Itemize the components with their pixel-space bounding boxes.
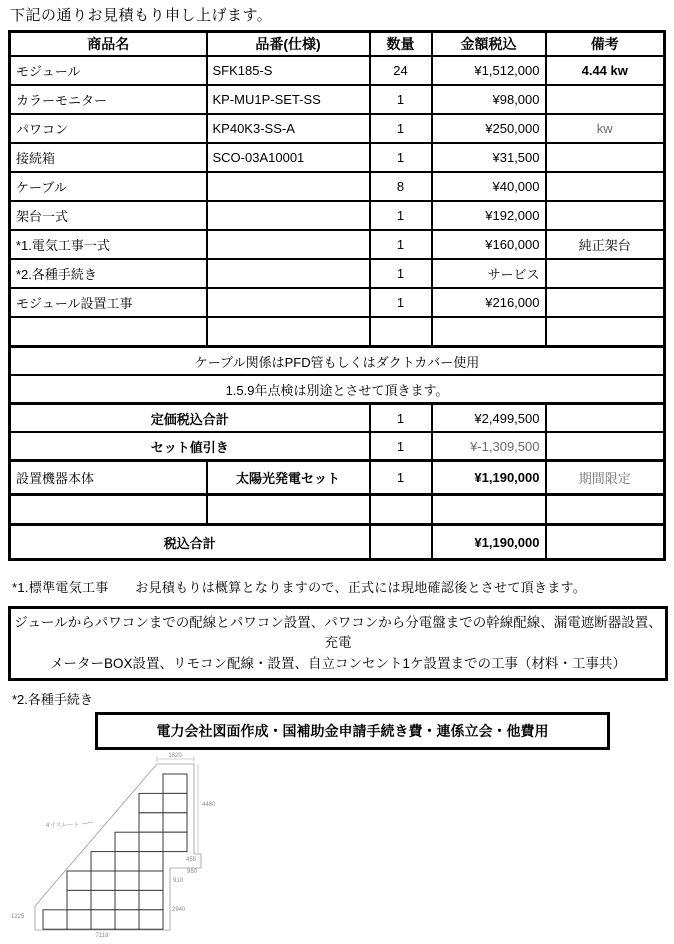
grand-total-label: 税込合計 [10, 525, 370, 560]
table-row [10, 114, 665, 143]
cell-amount: ¥250,000 [432, 114, 546, 143]
cell-part-number [207, 317, 370, 347]
cell-part-number: KP-MU1P-SET-SS [207, 85, 370, 114]
empty-cell [10, 495, 207, 525]
table-row [10, 56, 665, 85]
cell-part-number [207, 172, 370, 201]
cell-remarks [546, 143, 665, 172]
cell-amount [432, 317, 546, 347]
list-total-note [546, 404, 665, 433]
set-row [10, 461, 665, 495]
cell-remarks [546, 259, 665, 288]
cell-product-name: *2.各種手続き [10, 259, 207, 288]
discount-row [10, 432, 665, 461]
note-inspection: 1.5.9年点検は別途とさせて頂きます。 [10, 375, 665, 404]
discount-label: セット値引き [10, 432, 370, 461]
footnote-electrical-work: *1.標準電気工事 お見積もりは概算となりますので、正式には現地確認後とさせて頂きます。 [12, 580, 587, 595]
discount-qty: 1 [370, 432, 432, 461]
cell-product-name: *1.電気工事一式 [10, 230, 207, 259]
document-title: 下記の通りお見積もり申し上げます。 [10, 7, 273, 24]
roof-diagram-svg [8, 752, 308, 939]
module-grid [43, 774, 187, 929]
table-row-empty [10, 495, 665, 525]
table-row [10, 201, 665, 230]
cell-remarks: kw [546, 114, 665, 143]
cell-quantity: 1 [370, 230, 432, 259]
cell-product-name: カラーモニター [10, 85, 207, 114]
cell-part-number: SFK185-S [207, 56, 370, 85]
empty-cell [207, 495, 370, 525]
table-row [10, 230, 665, 259]
dim-side-b-label: 2940 [172, 906, 186, 913]
header-product-name: 商品名 [10, 32, 207, 57]
dim-side-a-label: 910 [173, 877, 184, 884]
cell-product-name: モジュール [10, 56, 207, 85]
quote-table [8, 30, 666, 561]
cell-remarks: 4.44 kw [546, 56, 665, 85]
cell-amount: ¥216,000 [432, 288, 546, 317]
cell-product-name: 接続箱 [10, 143, 207, 172]
cell-amount: ¥1,512,000 [432, 56, 546, 85]
cell-remarks [546, 288, 665, 317]
cell-product-name [10, 317, 207, 347]
cell-amount: ¥192,000 [432, 201, 546, 230]
cell-amount: サービス [432, 259, 546, 288]
table-row [10, 85, 665, 114]
footnote-procedures: *2.各種手続き [12, 691, 93, 707]
discount-note [546, 432, 665, 461]
roof-type-label: 4寸スレート [46, 822, 80, 829]
header-remarks: 備考 [546, 32, 665, 57]
set-name: 設置機器本体 [10, 461, 207, 495]
grand-total-note [546, 525, 665, 560]
cell-product-name: ケーブル [10, 172, 207, 201]
dim-left-label: 1225 [11, 913, 25, 920]
dim-right-label: 4480 [202, 801, 216, 808]
cell-quantity: 1 [370, 85, 432, 114]
set-part: 太陽光発電セット [207, 461, 370, 495]
cell-part-number [207, 201, 370, 230]
cell-remarks [546, 317, 665, 347]
header-amount: 金額税込 [432, 32, 546, 57]
cell-amount: ¥31,500 [432, 143, 546, 172]
cell-remarks [546, 85, 665, 114]
electrical-work-detail-line1: ジュールからパワコンまでの配線とパワコン設置、パワコンから分電盤までの幹線配線、漏電遮断器設置、充電 [14, 615, 662, 651]
cell-quantity: 1 [370, 201, 432, 230]
cell-part-number [207, 230, 370, 259]
dim-step-a-label: 455 [186, 856, 197, 863]
header-part-number: 品番(仕様) [207, 32, 370, 57]
table-row [10, 143, 665, 172]
grand-total-amount: ¥1,190,000 [432, 525, 546, 560]
table-row [10, 259, 665, 288]
cell-part-number [207, 259, 370, 288]
set-qty: 1 [370, 461, 432, 495]
list-total-row [10, 404, 665, 433]
dim-top-label: 1820 [168, 752, 182, 759]
cell-quantity: 1 [370, 143, 432, 172]
note-cable: ケーブル関係はPFD管もしくはダクトカバー使用 [10, 347, 665, 376]
cell-quantity [370, 317, 432, 347]
cell-product-name: モジュール設置工事 [10, 288, 207, 317]
cell-product-name: パワコン [10, 114, 207, 143]
cell-remarks [546, 172, 665, 201]
cell-quantity: 24 [370, 56, 432, 85]
cell-quantity: 1 [370, 259, 432, 288]
grand-total-row [10, 525, 665, 560]
table-row-empty [10, 317, 665, 347]
cell-part-number [207, 288, 370, 317]
cell-part-number: SCO-03A10001 [207, 143, 370, 172]
table-row [10, 288, 665, 317]
electrical-work-detail-box [8, 606, 668, 681]
table-header-row [10, 32, 665, 57]
cell-quantity: 1 [370, 114, 432, 143]
set-amount: ¥1,190,000 [432, 461, 546, 495]
empty-cell [432, 495, 546, 525]
cell-amount: ¥160,000 [432, 230, 546, 259]
table-note-row [10, 375, 665, 404]
cell-amount: ¥40,000 [432, 172, 546, 201]
list-total-label: 定価税込合計 [10, 404, 370, 433]
roof-layout-diagram [8, 752, 666, 944]
procedures-detail-box: 電力会社図面作成・国補助金申請手続き費・連係立会・他費用 [95, 712, 610, 750]
empty-cell [370, 495, 432, 525]
table-note-row [10, 347, 665, 376]
cell-amount: ¥98,000 [432, 85, 546, 114]
cell-quantity: 1 [370, 288, 432, 317]
table-row [10, 172, 665, 201]
grand-total-qty [370, 525, 432, 560]
header-quantity: 数量 [370, 32, 432, 57]
cell-product-name: 架台一式 [10, 201, 207, 230]
cell-remarks: 純正架台 [546, 230, 665, 259]
electrical-work-detail-line2: メーターBOX設置、リモコン配線・設置、自立コンセント1ケ設置までの工事（材料・工事共） [49, 655, 627, 671]
cell-remarks [546, 201, 665, 230]
dim-bottom-label: 7118 [95, 932, 109, 939]
list-total-amount: ¥2,499,500 [432, 404, 546, 433]
empty-cell [546, 495, 665, 525]
discount-amount: ¥-1,309,500 [432, 432, 546, 461]
dim-step-b-label: 960 [187, 868, 198, 875]
set-note: 期間限定 [546, 461, 665, 495]
cell-quantity: 8 [370, 172, 432, 201]
list-total-qty: 1 [370, 404, 432, 433]
cell-part-number: KP40K3-SS-A [207, 114, 370, 143]
